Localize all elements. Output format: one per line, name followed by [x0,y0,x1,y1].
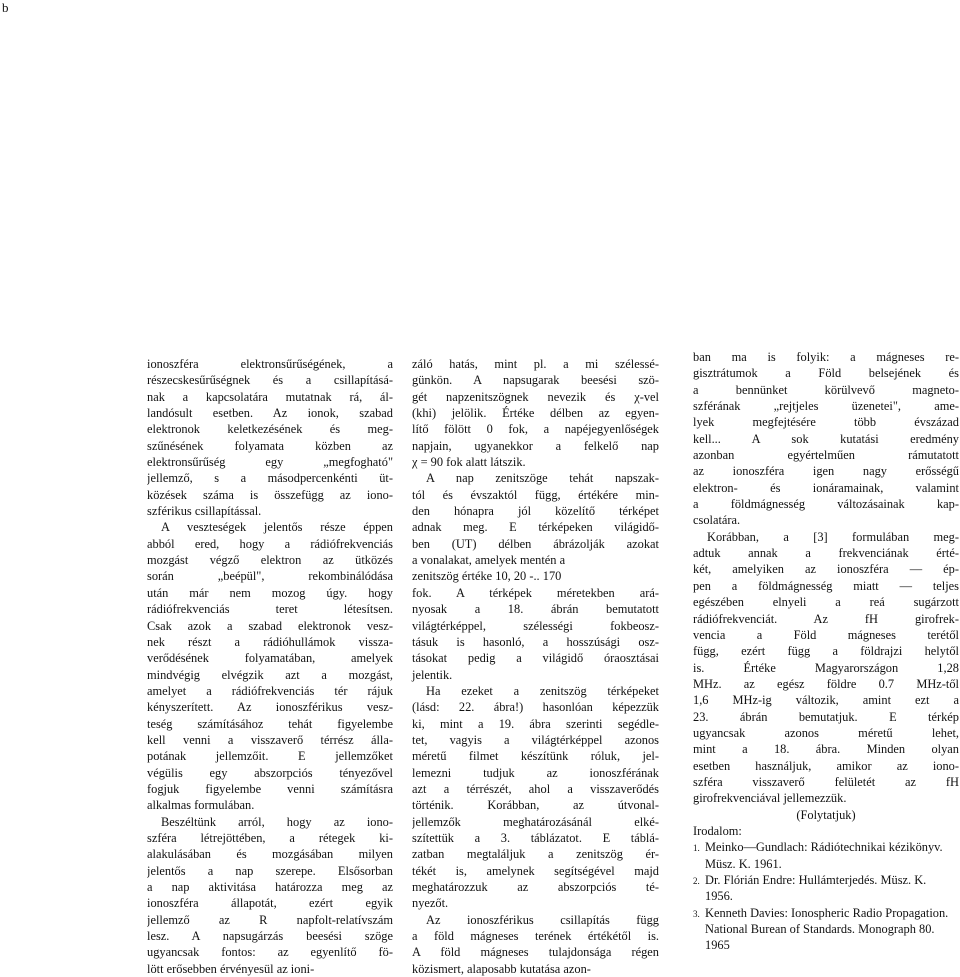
text-line: ben (UT) délben ábrázolják azokat [412,536,659,551]
text-line: abból ered, hogy a rádiófrekvenciás [147,536,393,551]
text-line: gét napzenitszögnek nevezik és χ-vel [412,389,659,404]
text-line: szférikus csillapítással. [147,504,262,519]
reference-text: Meinko—Gundlach: Rádiótechnikai kézikönyv. [705,840,943,855]
text-line: ban ma is folyik: a mágneses re- [693,350,959,364]
text-line: nek részt a rádióhullámok vissza- [147,634,393,649]
text-line: den hónapra jól közelítő térképet [412,504,659,519]
text-line: zatban megtaláljuk a zenitszög ér- [412,847,659,862]
text-line: elektron- és ionáramainak, valamint [693,480,959,495]
text-line: A veszteségek jelentős része éppen [161,520,393,535]
reference-number: 1. [693,843,700,854]
text-line: után már nem mozog úgy. hogy [147,585,393,600]
text-line: szféra létrejöttében, a rétegek ki- [147,830,393,845]
text-line: nak a kapcsolatára mutatnak rá, ál- [147,389,393,404]
text-column-3 [693,349,959,954]
text-line: gisztrátumok a Föld belsejének és [693,366,959,381]
text-line: lesz. A napsugárzás beesési szöge [147,929,393,944]
text-line: a nap aktivitása határozza meg az [147,880,393,894]
text-line: nyosak a 18. ábrán bemutatott [412,602,659,617]
text-line: meghatározzuk az abszorpciós té- [412,880,659,894]
text-line: rádiófrekvenciát. Az fH girofrek- [693,611,959,626]
text-line: tásokat pedig a világidő óraosztásai [412,651,659,666]
text-line: (lásd: 22. ábra!) hasonlóan képezzük [412,700,659,715]
text-line: potának jellemzőit. E jellemzőket [147,749,393,764]
text-line: kell... A sok kutatási eredmény [693,431,959,446]
text-line: szféra visszaverő felületét az fH [693,774,959,789]
text-line: A föld mágneses tulajdonsága régen [412,945,659,960]
text-line: a földmágnesség változásainak kap- [693,497,959,512]
text-line: elektronok keletkezésének és meg- [147,422,393,437]
text-line: tásuk is hasonló, a hosszúsági osz- [412,634,659,649]
text-line: mint a 18. ábra. Minden olyan [693,742,959,757]
text-line: adtuk annak a frekvenciának érté- [693,546,959,561]
text-line: Beszéltünk arról, hogy az iono- [161,814,393,829]
text-line: A nap zenitszöge tehát napszak- [426,471,659,486]
text-line: is. Értéke Magyarországon 1,28 [693,660,959,675]
text-line: csolatára. [693,513,741,528]
text-line: két, amelyiken az ionoszféra — ép- [693,562,959,577]
text-line: mozgást végző elektron az ütközés [147,553,393,568]
text-line: fok. A térképek méretekben ará- [412,585,659,600]
text-line: (khi) jelölik. Értéke délben az egyen- [412,406,659,421]
text-line: jellemzők meghatározásánál elké- [412,814,659,829]
text-line: MHz. az egész földre 0.7 MHz-től [693,676,959,691]
text-line: szférának „rejtjeles üzenetei", ame- [693,399,959,414]
text-line: verődésének folyamatában, amelyek [147,651,393,666]
text-line: napjain, ugyanekkor a felkelő nap [412,438,659,453]
text-line: girofrekvenciával jellemezzük. [693,791,847,806]
text-line: szűnésének folyamata közben az [147,438,393,453]
text-line: történik. Korábban, az útvonal- [412,798,659,813]
reference-line [693,872,959,888]
text-line: esetben használjuk, amikor az iono- [693,758,959,773]
text-line: egészében elnyeli a reá sugárzott [693,595,959,610]
text-line: fogjuk figyelembe venni számításra [147,781,393,796]
text-line: világtérképpel, szélességi fokbeosz- [412,618,659,633]
text-line: az ionoszféra igen nagy erősségű [693,464,959,479]
text-line: a vonalakat, amelyek mentén a [412,553,566,568]
text-line: azt a térrészét, ahol a visszaverődés [412,781,659,796]
text-line: lött erősebben érvényesül az ioni- [147,961,315,976]
text-line: 23. ábrán bemutatjuk. E térkép [693,709,959,724]
text-line: mindvégig elvégzik azt a mozgást, [147,667,393,682]
text-column-2 [412,356,659,977]
text-line: adnak meg. E térképeken világidő- [412,520,659,535]
references-heading: Irodalom: [693,823,742,838]
text-line: landósult esetben. Az ionok, szabad [147,406,393,421]
corner-mark: b [2,0,9,15]
text-line: jelentik. [412,667,453,682]
text-line: záló hatás, mint pl. a mi szélessé- [412,357,659,371]
text-line: közismert, alaposabb kutatása azon- [412,961,591,976]
text-line: Korábban, a [3] formulában meg- [707,529,959,544]
text-line: ugyancsak fontos: az egyenlítő fö- [147,945,393,960]
text-line: Csak azok a szabad elektronok vesz- [147,618,393,633]
text-line: zenitszög értéke 10, 20 -.. 170 [412,569,562,584]
text-line: azonban egyértelműen rámutatott [693,448,959,463]
text-line: a bennünket körülvevő magneto- [693,382,959,397]
text-line: Az ionoszférikus csillapítás függ [426,912,659,927]
text-line: ionoszféra elektronsűrűségének, a [147,357,393,371]
reference-line: 1956. [705,889,733,904]
text-line: alkalmas formulában. [147,798,255,813]
text-line: közések száma is összefügg az iono- [147,487,393,502]
text-line: függ, ezért függ a földrajzi helytől [693,644,959,659]
reference-line: 1965 [705,938,730,953]
reference-number: 2. [693,876,700,886]
reference-line: Müsz. K. 1961. [705,856,782,871]
references-list [693,839,959,953]
text-line: pen a földmágnesség miatt — teljes [693,578,959,593]
text-line: kell venni a visszaverő térrész álla- [147,732,393,747]
text-line: kényszerített. Az ionoszférikus vesz- [147,700,393,715]
text-line: Ha ezeket a zenitszög térképeket [426,683,659,698]
text-line: ugyancsak azonos méretű lehet, [693,725,959,740]
text-line: méretű filmet készítünk róluk, jel- [412,749,659,764]
text-line: jelentős a nap szerepe. Elsősorban [147,863,393,878]
text-line: tet, vagyis a világtérképpel azonos [412,732,659,747]
text-line: alakulásában és mozgásában milyen [147,847,393,862]
text-column-1 [147,356,393,977]
reference-text: Dr. Flórián Endre: Hullámterjedés. Müsz. K. [705,873,927,887]
reference-line [693,839,959,855]
text-line: lítő fölött 0 fok, a napéjegyenlőségek [412,422,659,437]
continued-note: (Folytatjuk) [796,807,856,822]
reference-line [693,905,959,921]
reference-number: 3. [693,908,700,919]
text-line: teség számításához tehát figyelembe [147,716,393,731]
text-line: nyezőt. [412,896,449,911]
text-line: a föld mágneses terének értékétől is. [412,929,659,944]
text-line: jellemző, s a másodpercenkénti üt- [147,471,393,486]
text-line: ionoszféra állapotát, ezért egyik [147,896,393,911]
text-line: lemezni tudjuk az ionoszférának [412,765,659,780]
text-line: amelyet a rádiófrekvenciás tér rájuk [147,683,393,698]
text-line: ki, mint a 19. ábra szerinti segédle- [412,716,659,731]
reference-line: National Burean of Standards. Monograph 80. [705,922,935,937]
text-line: elektronsűrűség egy „megfogható" [147,455,393,470]
text-line: vencia a Föld mágneses terétől [693,627,959,642]
text-line: χ = 90 fok alatt látszik. [412,455,526,470]
text-line: rádiófrekvenciás teret létesítsen. [147,602,393,617]
text-line: végülis egy abszorpciós tényezővel [147,765,393,780]
text-line: lyek megfejtésére több évszázad [693,415,959,430]
text-line: részecskesűrűségnek és a csillapításá- [147,373,393,388]
text-line: 1,6 MHz-ig változik, amint ezt a [693,693,959,708]
text-line: jellemző az R napfolt-relatívszám [147,912,393,927]
text-line: szítettük a 3. táblázatot. E táblá- [412,830,659,845]
text-line: günkön. A napsugarak beesési szö- [412,373,659,388]
text-line: tól és évszaktól függ, értékére min- [412,487,659,502]
text-line: tékét is, amelynek segítségével majd [412,863,659,878]
reference-text: Kenneth Davies: Ionospheric Radio Propagation. [705,905,949,920]
text-line: során „beépül", rekombinálódása [147,569,393,584]
